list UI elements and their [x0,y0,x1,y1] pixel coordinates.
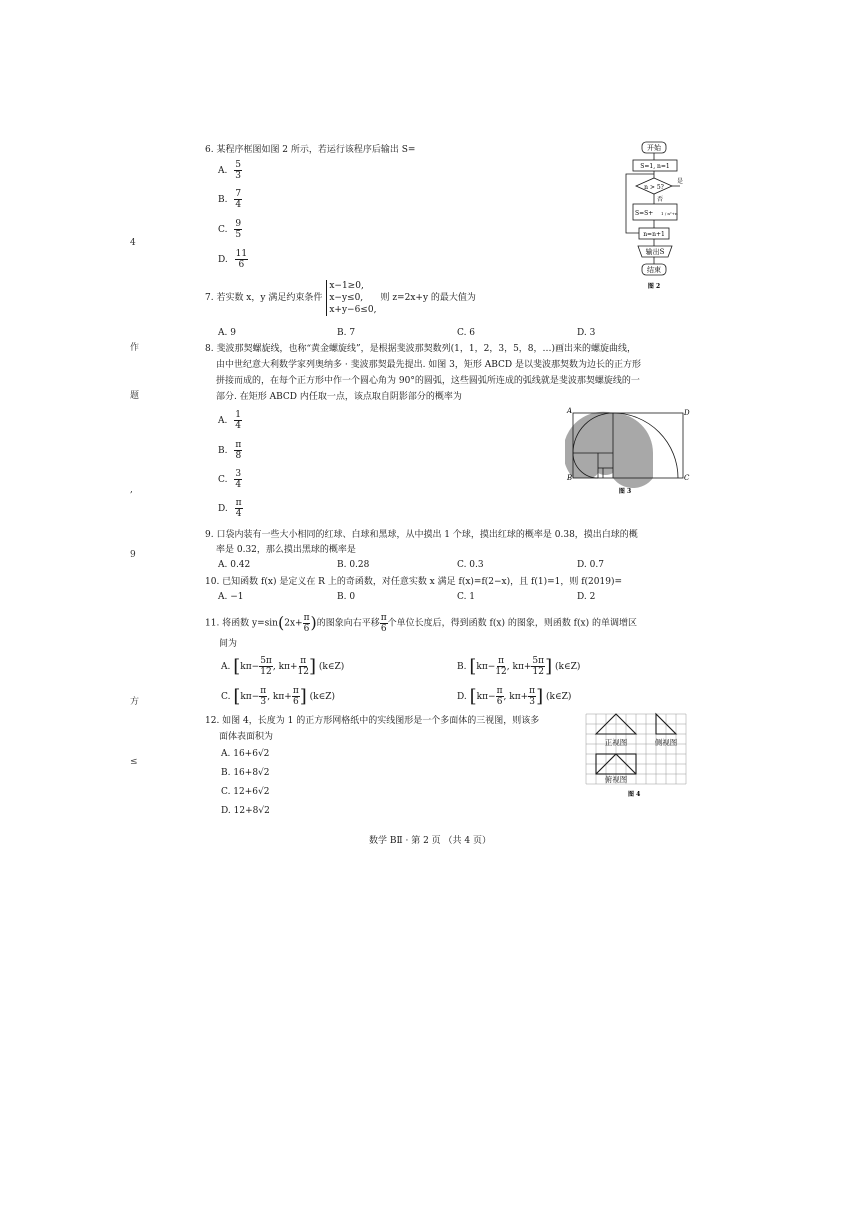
flowchart-increment: n=n+1 [643,231,665,238]
margin-mark: ≤ [130,757,138,767]
question-7-option-a[interactable]: A. 9 [218,328,236,338]
question-10-option-a[interactable]: A. −1 [218,592,244,602]
question-7-option-c[interactable]: C. 6 [457,328,476,338]
top-view-label: 俯视图 [604,775,628,784]
question-11-option-b[interactable]: B. [kπ− $\frac{\pi}{12}$ , kπ+ $\frac{5\pi}{12}$ ] (k∈Z) [457,656,581,677]
flowchart-figure [620,140,690,290]
margin-mark: 方 [130,697,140,707]
question-12-line-1: 12. 如图 4，长度为 1 的正方形网格纸中的实线图形是一个多面体的三视图，则该多 [205,716,540,726]
question-11-option-d[interactable]: D. [kπ− $\frac{\pi}{6}$ , kπ+ $\frac{\pi}{3}$ ] (k∈Z) [457,686,572,707]
question-7-stem: 7. 若实数 x，y 满足约束条件 x−1≥0, x−y≤0, x+y−6≤0, 则 z=2x+y 的最大值为 [205,281,476,315]
question-11-stem: 11. 将函数 y=sin(2x+ $\frac{\pi}{6}$ )的图象向右平移 $\frac{\pi}{6}$ 个单位长度后，得到函数 f(x) 的图象，则函数 f(x) 的单调增区 [205,612,637,634]
question-10-option-d[interactable]: D. 2 [577,592,596,602]
flowchart-condition: n > 5? [644,184,664,191]
question-9-option-c[interactable]: C. 0.3 [457,560,484,570]
vertex-a-label: A [567,407,573,415]
shaded-spiral-region [565,412,653,488]
question-8-line-3: 拼接而成的，在每个正方形中作一个圆心角为 90°的圆弧，这些圆弧所连成的弧线就是斐波那契螺旋线的一 [216,376,640,386]
figure-3-caption: 图 3 [618,488,632,495]
front-view-label: 正视图 [604,738,628,747]
figure-4-caption: 图 4 [628,791,641,798]
margin-mark: 题 [130,391,140,401]
question-8-option-c[interactable]: C. $\frac{3}{4}$ [218,469,242,490]
question-9-option-a[interactable]: A. 0.42 [218,560,251,570]
vertex-d-label: D [684,409,690,417]
flowchart-update-frac: 1 / n²+n [661,211,678,216]
question-8-line-4: 部分. 在矩形 ABCD 内任取一点，该点取自阴影部分的概率为 [216,392,462,402]
margin-mark: 4 [130,238,136,248]
question-7-option-b[interactable]: B. 7 [337,328,356,338]
margin-mark: , [130,485,133,495]
question-8-line-2: 由中世纪意大利数学家列奥纳多 · 斐波那契最先提出. 如图 3，矩形 ABCD 是以斐波那契数为边长的正方形 [216,360,641,370]
question-11-option-c[interactable]: C. [kπ− $\frac{\pi}{3}$ , kπ+ $\frac{\pi}{6}$ ] (k∈Z) [221,686,336,707]
question-6-option-d[interactable]: D. $\frac{11}{6}$ [218,249,248,270]
question-12-option-b[interactable]: B. 16+8√2 [221,768,270,778]
question-6-option-b[interactable]: B. $\frac{7}{4}$ [218,189,242,210]
flowchart-init: S=1, n=1 [640,163,670,170]
question-12-option-d[interactable]: D. 12+8√2 [221,806,270,816]
question-8-option-b[interactable]: B. $\frac{\pi}{8}$ [218,440,242,461]
margin-mark: 9 [130,550,136,560]
question-9-option-b[interactable]: B. 0.28 [337,560,370,570]
question-6-option-a[interactable]: A. $\frac{5}{3}$ [218,160,241,181]
figure-2-caption: 图 2 [647,283,661,290]
question-8-option-d[interactable]: D. $\frac{\pi}{4}$ [218,498,242,519]
three-view-figure [582,712,687,799]
flowchart-update: S=S+ [635,210,654,217]
question-6-stem: 6. 某程序框图如图 2 所示，若运行该程序后输出 S= [205,145,416,155]
vertex-c-label: C [684,474,690,482]
fibonacci-spiral-figure [565,405,690,495]
question-11-line-2: 间为 [219,639,238,649]
flowchart-no: 否 [657,196,664,203]
vertex-b-label: B [567,474,573,482]
question-9-option-d[interactable]: D. 0.7 [577,560,604,570]
question-6-option-c[interactable]: C. $\frac{9}{5}$ [218,219,242,240]
question-9-line-1: 9. 口袋内装有一些大小相同的红球、白球和黑球，从中摸出 1 个球，摸出红球的概率是 0.38，摸出白球的概 [205,530,638,540]
question-10-option-c[interactable]: C. 1 [457,592,476,602]
question-9-line-2: 率是 0.32，那么摸出黑球的概率是 [216,545,356,555]
page-footer: 数学 BⅡ · 第 2 页 （共 4 页） [369,836,491,846]
question-12-option-a[interactable]: A. 16+6√2 [221,749,270,759]
margin-mark: 作 [130,343,140,353]
question-8-option-a[interactable]: A. $\frac{1}{4}$ [218,410,241,431]
question-12-option-c[interactable]: C. 12+6√2 [221,787,270,797]
question-8-line-1: 8. 斐波那契螺旋线，也称“黄金螺旋线”，是根据斐波那契数列(1，1，2，3，5，8，…)画出来的螺旋曲线， [205,344,637,354]
flowchart-yes: 是 [677,178,684,185]
question-10-stem: 10. 已知函数 f(x) 是定义在 R 上的奇函数，对任意实数 x 满足 f(x)=f(2−x)，且 f(1)=1，则 f(2019)= [205,577,623,587]
flowchart-end: 结束 [647,266,661,274]
flowchart-start: 开始 [647,144,661,152]
constraint-system: x−1≥0, x−y≤0, x+y−6≤0, [326,280,376,316]
question-10-option-b[interactable]: B. 0 [337,592,356,602]
question-7-option-d[interactable]: D. 3 [577,328,596,338]
side-view-label: 侧视图 [654,738,678,747]
flowchart-output: 输出S [645,248,665,256]
question-12-line-2: 面体表面积为 [219,732,274,742]
question-11-option-a[interactable]: A. [kπ− $\frac{5\pi}{12}$ , kπ+ $\frac{\pi}{12}$ ] (k∈Z) [221,656,345,677]
